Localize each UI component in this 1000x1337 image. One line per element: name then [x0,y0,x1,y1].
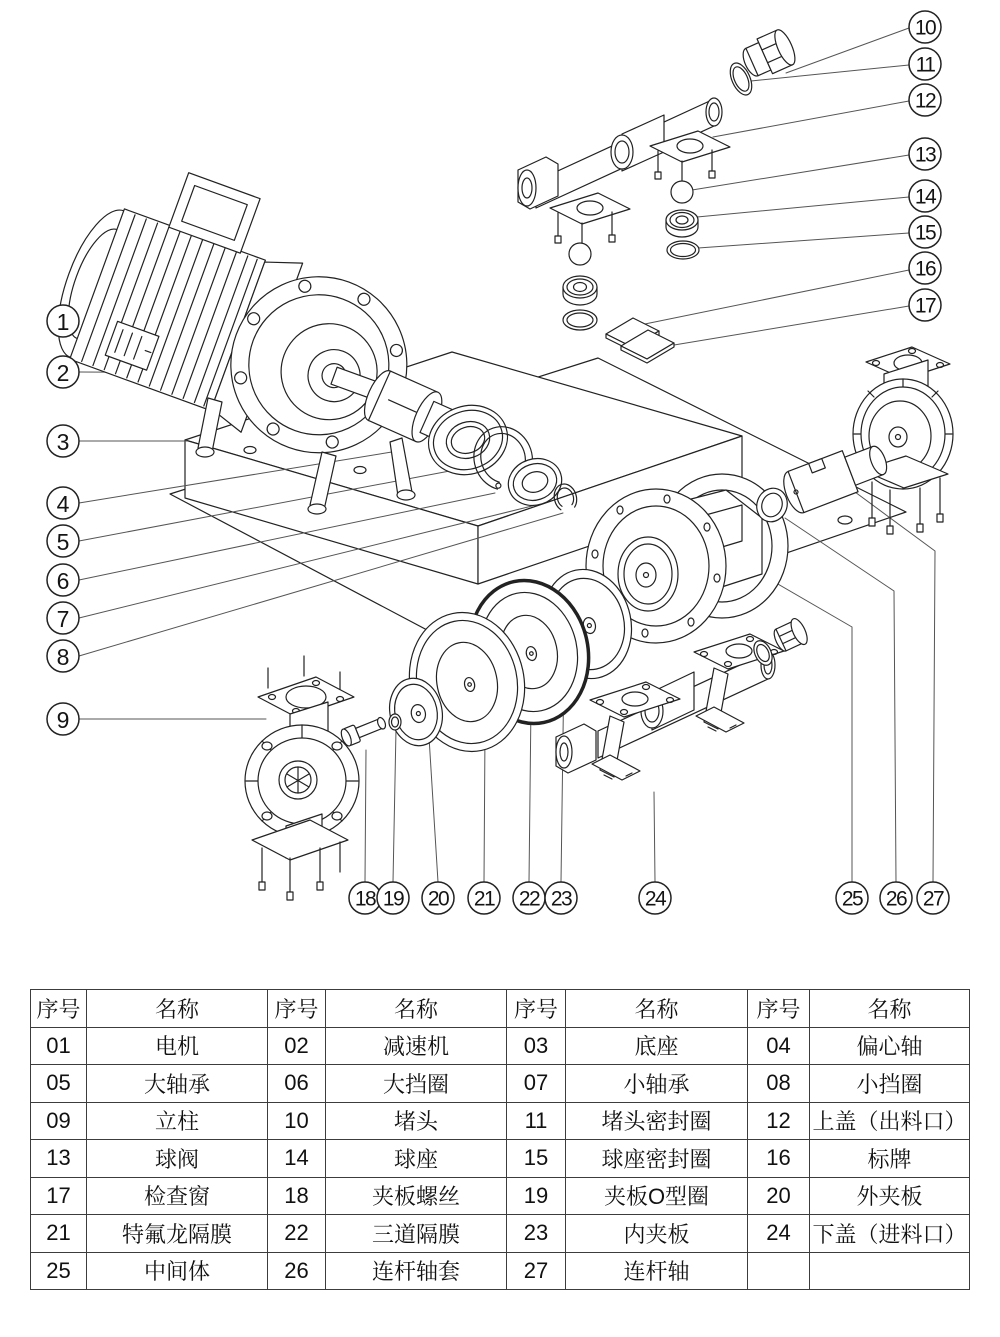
header-no: 序号 [268,990,326,1028]
callout-5 [47,525,79,557]
part-name-cell: 下盖（进料口） [810,1215,970,1253]
part-no-cell: 03 [507,1027,566,1065]
leader-line-20 [429,737,438,882]
callout-2 [47,356,79,388]
header-name: 名称 [566,990,748,1028]
part-name-cell: 连杆轴 [566,1252,748,1290]
header-name: 名称 [87,990,268,1028]
part-name-cell: 减速机 [326,1027,507,1065]
part-no-cell: 13 [31,1140,87,1178]
callout-22 [513,882,545,914]
callout-number-10: 10 [914,16,936,40]
callout-number-18: 18 [354,887,376,911]
parts-table-body [31,1027,970,1290]
leader-line-22 [529,703,531,882]
inspection-window-installed [279,761,317,799]
callout-4 [47,487,79,519]
callout-6 [47,564,79,596]
callout-19 [377,882,409,914]
part-name-cell: 上盖（出料口） [810,1102,970,1140]
part-no-cell: 24 [748,1215,810,1253]
part-no-cell: 27 [507,1252,566,1290]
part-name-cell: 堵头 [326,1102,507,1140]
table-row [31,1065,970,1103]
table-header-row [31,990,970,1028]
part-name-cell: 标牌 [810,1140,970,1178]
seat-seal-ring-left [563,310,597,330]
part-name-cell: 电机 [87,1027,268,1065]
part-name-cell: 大挡圈 [326,1065,507,1103]
callout-3 [47,425,79,457]
part-name-cell: 底座 [566,1027,748,1065]
callout-number-13: 13 [914,143,936,167]
part-name-cell: 堵头密封圈 [566,1102,748,1140]
leader-line-21 [484,731,485,882]
part-no-cell: 06 [268,1065,326,1103]
part-no-cell: 21 [31,1215,87,1253]
part-no-cell [748,1252,810,1290]
leader-line-19 [393,729,396,882]
callout-number-15: 15 [914,221,936,245]
part-name-cell: 球座 [326,1140,507,1178]
part-no-cell: 05 [31,1065,87,1103]
part-name-cell: 小轴承 [566,1065,748,1103]
callout-10 [909,11,941,43]
leader-line-15 [698,233,909,248]
table-row [31,1215,970,1253]
callout-27 [917,882,949,914]
table-row [31,1252,970,1290]
part-name-cell: 立柱 [87,1102,268,1140]
part-name-cell: 连杆轴套 [326,1252,507,1290]
part-no-cell: 08 [748,1065,810,1103]
header-no: 序号 [507,990,566,1028]
callout-11 [909,48,941,80]
callout-8 [47,640,79,672]
leader-line-25 [752,569,852,882]
callout-number-24: 24 [644,887,666,911]
part-no-cell: 14 [268,1140,326,1178]
header-name: 名称 [810,990,970,1028]
callout-20 [422,882,454,914]
leader-line-17 [662,306,909,347]
valve-ball-right [671,181,693,203]
callout-15 [909,216,941,248]
callout-7 [47,602,79,634]
callout-number-14: 14 [914,185,936,209]
callout-number-17: 17 [914,294,936,318]
part-name-cell: 检查窗 [87,1177,268,1215]
callout-21 [468,882,500,914]
callout-25 [836,882,868,914]
callout-26 [880,882,912,914]
callout-13 [909,138,941,170]
ball-seat-left [563,276,597,305]
parts-table-header [31,990,970,1028]
callout-number-27: 27 [922,887,944,911]
table-row [31,1177,970,1215]
part-no-cell: 07 [507,1065,566,1103]
outlet-manifold [518,98,730,253]
part-no-cell: 15 [507,1140,566,1178]
callout-number-19: 19 [382,887,404,911]
part-no-cell: 09 [31,1102,87,1140]
pump-head-assembly [245,656,359,900]
leader-line-14 [697,197,909,217]
leader-line-18 [365,750,366,882]
leader-line-26 [785,518,896,882]
callout-number-6: 6 [56,568,70,594]
callout-number-25: 25 [841,887,863,911]
part-name-cell: 特氟龙隔膜 [87,1215,268,1253]
header-no: 序号 [31,990,87,1028]
part-no-cell: 17 [31,1177,87,1215]
callout-9 [47,703,79,735]
part-no-cell: 26 [268,1252,326,1290]
valve-ball-left [569,243,591,265]
callout-number-2: 2 [56,360,70,386]
part-name-cell: 球阀 [87,1140,268,1178]
part-name-cell: 小挡圈 [810,1065,970,1103]
part-no-cell: 20 [748,1177,810,1215]
table-row [31,1102,970,1140]
leader-line-24 [654,792,655,882]
callout-number-23: 23 [550,887,572,911]
part-name-cell: 外夹板 [810,1177,970,1215]
part-no-cell: 25 [31,1252,87,1290]
callout-number-12: 12 [914,89,936,113]
part-no-cell: 16 [748,1140,810,1178]
parts-table-wrap [30,989,969,1290]
part-no-cell: 10 [268,1102,326,1140]
part-no-cell: 01 [31,1027,87,1065]
part-name-cell: 偏心轴 [810,1027,970,1065]
callout-number-26: 26 [885,887,907,911]
part-no-cell: 18 [268,1177,326,1215]
seat-seal-ring-right [667,241,699,259]
parts-table [30,989,970,1290]
callout-number-20: 20 [427,887,449,911]
callout-number-7: 7 [56,606,70,632]
part-name-cell: 内夹板 [566,1215,748,1253]
leader-line-13 [692,155,909,190]
callout-1 [47,305,79,337]
leader-line-27 [836,478,935,882]
part-no-cell: 19 [507,1177,566,1215]
callout-18 [349,882,381,914]
part-name-cell: 夹板O型圈 [566,1177,748,1215]
callout-number-3: 3 [56,429,70,455]
part-name-cell: 三道隔膜 [326,1215,507,1253]
callout-24 [639,882,671,914]
part-no-cell: 11 [507,1102,566,1140]
callout-16 [909,252,941,284]
leader-line-16 [640,270,909,325]
table-row [31,1140,970,1178]
part-no-cell: 02 [268,1027,326,1065]
callout-number-22: 22 [518,887,540,911]
callout-number-11: 11 [915,53,935,77]
part-no-cell: 23 [507,1215,566,1253]
callout-17 [909,289,941,321]
callout-12 [909,84,941,116]
table-row [31,1027,970,1065]
part-name-cell: 中间体 [87,1252,268,1290]
leader-line-10 [786,28,909,73]
clamp-oring [389,714,401,730]
header-no: 序号 [748,990,810,1028]
part-no-cell: 12 [748,1102,810,1140]
part-name-cell: 夹板螺丝 [326,1177,507,1215]
ball-seat-right [666,210,698,237]
callout-number-1: 1 [56,309,70,335]
header-name: 名称 [326,990,507,1028]
callout-number-16: 16 [914,257,936,281]
leader-line-12 [713,101,909,137]
callout-number-9: 9 [56,707,70,733]
part-no-cell: 04 [748,1027,810,1065]
part-name-cell [810,1252,970,1290]
callout-number-8: 8 [56,644,70,670]
callout-23 [545,882,577,914]
callout-number-21: 21 [473,887,495,911]
part-name-cell: 大轴承 [87,1065,268,1103]
callout-number-5: 5 [56,529,70,555]
part-no-cell: 22 [268,1215,326,1253]
callout-14 [909,180,941,212]
part-name-cell: 球座密封圈 [566,1140,748,1178]
clamp-screw [339,714,388,748]
callout-number-4: 4 [56,491,70,517]
